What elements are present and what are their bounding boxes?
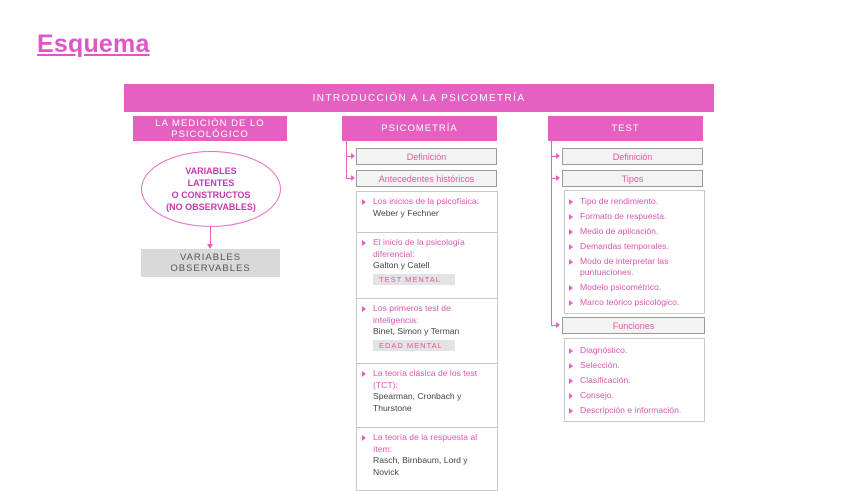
observables-line: VARIABLES [179,252,242,263]
section-people: Spearman, Cronbach y Thurstone [373,391,462,413]
list-item: Marco teórico psicológico. [565,297,700,308]
bullet-icon [362,371,366,377]
funciones-list [564,338,705,422]
middle-column-header: PSICOMETRÍA [342,116,497,141]
latent-variables-ellipse [141,151,281,227]
section-people: Rasch, Birnbaum, Lord y Novick [373,455,468,477]
observables-line: OBSERVABLES [170,263,251,274]
section-heading: El inicio de la psicología diferencial: [373,237,465,259]
arrow-right-icon [556,175,560,181]
bullet-icon [569,244,573,250]
list-item: Modelo psicométrico. [565,282,700,293]
bullet-icon [362,435,366,441]
bullet-icon [569,348,573,354]
section-people: Binet, Simon y Terman [373,326,460,336]
bullet-icon [362,306,366,312]
bullet-icon [569,285,573,291]
list-item: Tipo de rendimiento. [565,196,700,207]
bullet-icon [569,408,573,414]
antecedentes-box: Antecedentes históricos [356,170,497,187]
arrow-right-icon [556,153,560,159]
connector-left-arrow-line [210,227,211,245]
connector-right-vertical [551,141,552,325]
section-tag: EDAD MENTAL [373,340,455,352]
section-heading: La teoría clásica de los test (TCT): [373,368,478,390]
bullet-icon [569,259,573,265]
observable-variables-box [141,249,280,277]
tipos-list [564,190,705,314]
arrow-right-icon [556,322,560,328]
antecedentes-list [356,191,498,491]
ellipse-line: LATENTES [187,178,235,188]
test-funciones-box: Funciones [562,317,705,334]
bullet-icon [569,214,573,220]
left-column-header: LA MEDICIÓN DE LO PSICOLÓGICO [133,116,287,141]
list-item [357,192,497,233]
list-item: Formato de respuesta. [565,211,700,222]
bullet-icon [569,393,573,399]
page-title: Esquema [37,30,150,58]
list-item: Consejo. [565,390,700,401]
section-heading: Los primeros test de inteligencia: [373,303,451,325]
list-item [357,233,497,299]
section-heading: Los inicios de la psicofísica: [373,196,480,206]
arrow-right-icon [351,153,355,159]
psicometria-definicion-box: Definición [356,148,497,165]
list-item: Descripción e información. [565,405,700,416]
list-item [357,364,497,428]
test-definicion-box: Definición [562,148,703,165]
bullet-icon [569,378,573,384]
bullet-icon [569,300,573,306]
right-column-header: TEST [548,116,703,141]
ellipse-line: VARIABLES [185,166,237,176]
list-item: Diagnóstico. [565,345,700,356]
list-item: Clasificación. [565,375,700,386]
connector-middle-vertical [346,141,347,178]
list-item [357,428,497,490]
list-item: Medio de aplicación. [565,226,700,237]
section-heading: La teoría de la respuesta al ítem: [373,432,478,454]
arrow-right-icon [351,175,355,181]
bullet-icon [362,240,366,246]
bullet-icon [569,199,573,205]
bullet-icon [569,229,573,235]
list-item: Modo de interpretar las puntuaciones. [565,256,700,278]
section-people: Weber y Fechner [373,207,439,218]
bullet-icon [362,199,366,205]
section-tag: TEST MENTAL [373,274,455,286]
list-item: Demandas temporales. [565,241,700,252]
diagram-banner: INTRODUCCIÓN A LA PSICOMETRÍA [124,84,714,112]
bullet-icon [569,363,573,369]
ellipse-line: O CONSTRUCTOS [171,190,251,200]
ellipse-line: (NO OBSERVABLES) [166,202,256,212]
list-item [357,299,497,364]
list-item: Selección. [565,360,700,371]
section-people: Galton y Catell [373,260,430,270]
test-tipos-box: Tipos [562,170,703,187]
